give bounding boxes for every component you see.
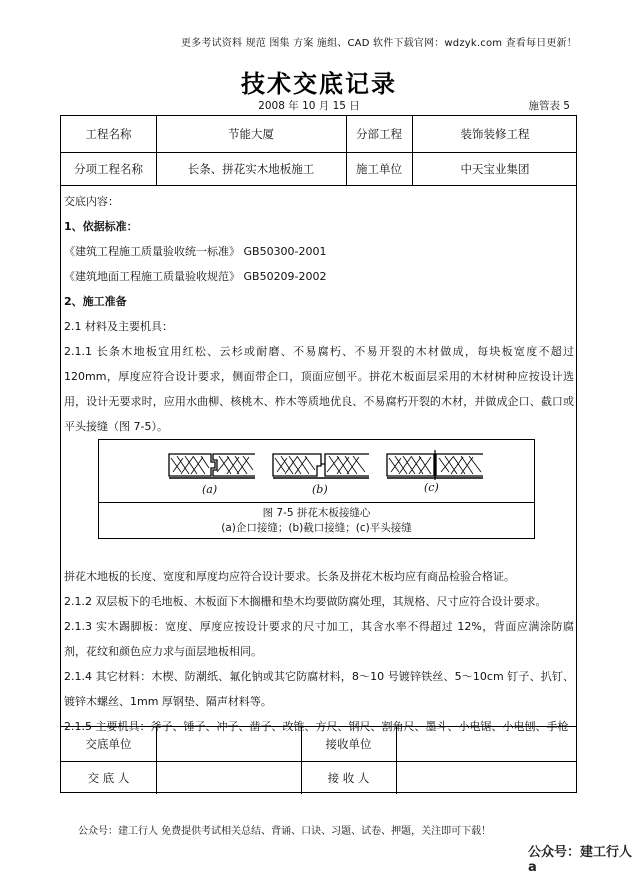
paragraph-2-1-4: 2.1.4 其它材料：木楔、防潮纸、氟化钠或其它防腐材料，8～10 号镀锌铁丝、5～10cm 钉子、扒钉、镀锌木螺丝、1mm 厚钢垫、隔声材料等。 [64,670,574,708]
receiver-unit-label: 接收单位 [325,736,372,751]
butt-joint-icon [385,448,485,482]
paragraph-2-1-2: 2.1.2 双层板下的毛地板、木板面下木搁栅和垫木均要做防腐处理，其规格、尺寸应符合设计要求。 [64,595,547,608]
subitem-label: 分项工程名称 [74,161,143,176]
subitem-value: 长条、拼花实木地板施工 [187,161,315,176]
watermark: 公众号：建工行人a [528,845,633,875]
handover-person-label: 交 底 人 [87,770,130,785]
header-note: 更多考试资料 规范 图集 方案 施组、CAD 软件下载官网：wdzyk.com 查看每日更新！ [180,38,577,49]
contractor-label: 施工单位 [356,161,402,176]
handover-person-value[interactable] [156,761,301,794]
handover-unit-value[interactable] [156,726,301,761]
paragraph-2-1-1-after: 拼花木地板的长度、宽度和厚度均应符合设计要求。长条及拼花木板均应有商品检验合格证。 [64,570,515,583]
tongue-groove-joint-icon [167,448,257,482]
standard-1: 《建筑工程施工质量验收统一标准》 GB50300-2001 [64,245,327,258]
rabbet-joint-icon [271,448,371,482]
project-name-value: 节能大厦 [228,127,274,141]
paragraph-2-1-3: 2.1.3 实木踢脚板：宽度、厚度应按设计要求的尺寸加工，其含水率不得超过 12%，背面应满涂防腐剂，花纹和颜色应力求与面层地板相同。 [64,620,574,658]
content-heading: 交底内容： [64,195,119,208]
figure-title: 图 7-5 拼花木板接缝心 [262,507,371,519]
footer-note: 公众号：建工行人 免费提供考试相关总结、背诵、口诀、习题、试卷、押题，关注即可下载！ [78,826,492,837]
section-2-1-title: 2.1 材料及主要机具： [64,320,173,333]
figure-caption [99,506,534,536]
division-label: 分部工程 [356,127,402,141]
standard-2: 《建筑地面工程施工质量验收规范》 GB50209-2002 [64,270,327,283]
page-title: 技术交底记录 [241,69,397,98]
receiver-person-value[interactable] [396,761,578,794]
figure-subcaption: (a)企口接缝；(b)截口接缝；(c)平头接缝 [221,522,412,534]
record-table [60,115,577,793]
paragraph-2-1-5: 2.1.5 主要机具：斧子、锤子、冲子、凿子、改锥、方尺、钢尺、割角尺、墨斗、小电锯、小电刨、手枪 [64,720,569,733]
division-value: 装饰装修工程 [460,127,530,141]
figure-label-a: (a) [202,483,218,496]
handover-unit-label: 交底单位 [85,736,132,751]
contractor-value: 中天宝业集团 [460,161,530,176]
paragraph-2-1-1: 2.1.1 长条木地板宜用红松、云杉或耐磨、不易腐朽、不易开裂的木材做成，每块板宽度不超过 120mm，厚度应符合设计要求，侧面带企口，顶面应刨平。拼花木板面层采用的木材树种应按设计选用，设计无要求时，应用水曲柳、核桃木、柞木等质地优良、不易腐朽开裂的木材，并做成企口、截口或平头接缝（图 7-5）。 [64,345,574,433]
section-1-title: 1、依据标准： [64,220,138,233]
joint-figure [98,439,535,539]
record-date: 2008 年 10 月 15 日 [258,100,360,112]
section-2-title: 2、施工准备 [64,295,127,308]
receiver-person-label: 接 收 人 [327,770,370,785]
figure-label-c: (c) [424,481,439,494]
figure-label-b: (b) [312,483,328,496]
receiver-unit-value[interactable] [396,726,578,761]
form-number: 施管表 5 [528,100,570,112]
project-name-label: 工程名称 [85,127,132,141]
